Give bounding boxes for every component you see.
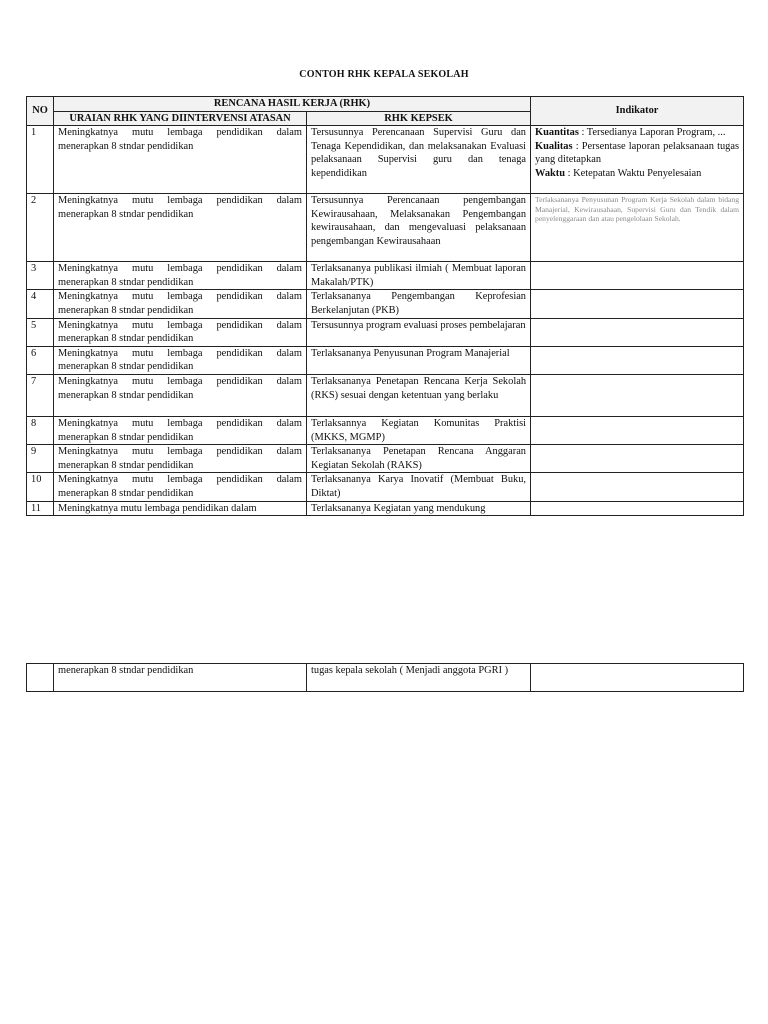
- table-row: [27, 126, 744, 194]
- rhk-table-continuation: [26, 663, 744, 692]
- table-row: [27, 501, 744, 516]
- row-rhk: Tersusunnya program evaluasi proses pembelajaran: [307, 318, 531, 346]
- row-uraian: Meningkatnya mutu lembaga pendidikan dalam menerapkan 8 stndar pendidikan: [54, 126, 307, 194]
- table-row: [27, 318, 744, 346]
- row-rhk: Tersusunnya Perencanaan pengembangan Kewirausahaan, Melaksanakan Pengembangan kewirausahaan, dan mengevaluasi pelaksanaan pengembangan Kewirausahaan: [307, 194, 531, 262]
- table-row: [27, 416, 744, 444]
- row-indikator: [531, 664, 744, 692]
- row-indikator: [531, 445, 744, 473]
- indikator-kualitas: [535, 140, 739, 167]
- row-number: 11: [27, 501, 54, 516]
- row-uraian: Meningkatnya mutu lembaga pendidikan dalam menerapkan 8 stndar pendidikan: [54, 374, 307, 416]
- header-no: NO: [27, 97, 54, 126]
- row-number: 2: [27, 194, 54, 262]
- rhk-table: [26, 96, 744, 516]
- row-uraian: Meningkatnya mutu lembaga pendidikan dalam menerapkan 8 stndar pendidikan: [54, 346, 307, 374]
- header-rhk-kepsek: RHK KEPSEK: [307, 111, 531, 126]
- header-rencana-hasil-kerja: RENCANA HASIL KERJA (RHK): [54, 97, 531, 112]
- table-row: [27, 445, 744, 473]
- row-number: 8: [27, 416, 54, 444]
- table-row: [27, 346, 744, 374]
- indikator-waktu: [535, 167, 739, 181]
- row-uraian: Meningkatnya mutu lembaga pendidikan dalam menerapkan 8 stndar pendidikan: [54, 290, 307, 318]
- row-indikator: [531, 416, 744, 444]
- row-number: 1: [27, 126, 54, 194]
- header-uraian: URAIAN RHK YANG DIINTERVENSI ATASAN: [54, 111, 307, 126]
- row-indikator: [531, 262, 744, 290]
- row-number: 3: [27, 262, 54, 290]
- table-row: [27, 664, 744, 692]
- row-uraian: Meningkatnya mutu lembaga pendidikan dalam menerapkan 8 stndar pendidikan: [54, 445, 307, 473]
- table-row: [27, 473, 744, 501]
- row-uraian: Meningkatnya mutu lembaga pendidikan dalam menerapkan 8 stndar pendidikan: [54, 262, 307, 290]
- waktu-label: Waktu: [535, 167, 566, 179]
- row-uraian: Meningkatnya mutu lembaga pendidikan dalam menerapkan 8 stndar pendidikan: [54, 318, 307, 346]
- row-number: 9: [27, 445, 54, 473]
- row-rhk: Tersusunnya Perencanaan Supervisi Guru dan Tenaga Kependidikan, dan melaksanakan Evaluasi pelaksanaan Supervisi guru dan tenaga kependidikan: [307, 126, 531, 194]
- waktu-value: : Ketepatan Waktu Penyelesaian: [567, 167, 702, 179]
- table-row: [27, 194, 744, 262]
- table-header-row: [27, 97, 744, 112]
- row-indikator: [531, 194, 744, 262]
- row-rhk: Terlaksananya Penetapan Rencana Kerja Sekolah (RKS) sesuai dengan ketentuan yang berlaku: [307, 374, 531, 416]
- row-indikator: [531, 318, 744, 346]
- row-uraian: Meningkatnya mutu lembaga pendidikan dalam: [54, 501, 307, 516]
- row-rhk: Terlaksananya Penyusunan Program Manajerial: [307, 346, 531, 374]
- row-indikator: [531, 346, 744, 374]
- kuantitas-value: : Tersedianya Laporan Program, ...: [581, 127, 726, 139]
- document-title: CONTOH RHK KEPALA SEKOLAH: [299, 69, 469, 80]
- row-rhk: tugas kepala sekolah ( Menjadi anggota PGRI ): [307, 664, 531, 692]
- row-indikator: [531, 501, 744, 516]
- row-uraian: menerapkan 8 stndar pendidikan: [54, 664, 307, 692]
- kualitas-value: : Persentase laporan pelaksanaan tugas yang ditetapkan: [535, 140, 740, 166]
- table-row: [27, 262, 744, 290]
- row-rhk: Terlaksannya Kegiatan Komunitas Praktisi (MKKS, MGMP): [307, 416, 531, 444]
- row-number: 7: [27, 374, 54, 416]
- row-number: 10: [27, 473, 54, 501]
- row-indikator: [531, 290, 744, 318]
- row-uraian: Meningkatnya mutu lembaga pendidikan dalam menerapkan 8 stndar pendidikan: [54, 473, 307, 501]
- row-rhk: Terlaksananya Karya Inovatif (Membuat Buku, Diktat): [307, 473, 531, 501]
- row-number: 5: [27, 318, 54, 346]
- row-number: [27, 664, 54, 692]
- row-indikator: [531, 473, 744, 501]
- kualitas-label: Kualitas: [535, 140, 573, 152]
- indikator-kuantitas: [535, 126, 739, 140]
- row-uraian: Meningkatnya mutu lembaga pendidikan dalam menerapkan 8 stndar pendidikan: [54, 194, 307, 262]
- row-number: 6: [27, 346, 54, 374]
- table-row: [27, 374, 744, 416]
- kuantitas-label: Kuantitas: [535, 127, 579, 139]
- header-indikator: Indikator: [531, 97, 744, 126]
- row-indikator: [531, 126, 744, 194]
- row-rhk: Terlaksananya publikasi ilmiah ( Membuat laporan Makalah/PTK): [307, 262, 531, 290]
- indikator-faded-note: Terlaksananya Penyusunan Program Kerja Sekolah dalam bidang Manajerial, Kewirausahaan, Supervisi Guru dan Tendik dalam penyelenggaraan dan atau pengelolaan Sekolah.: [535, 195, 740, 223]
- row-number: 4: [27, 290, 54, 318]
- row-rhk: Terlaksananya Penetapan Rencana Anggaran Kegiatan Sekolah (RAKS): [307, 445, 531, 473]
- table-row: [27, 290, 744, 318]
- row-uraian: Meningkatnya mutu lembaga pendidikan dalam menerapkan 8 stndar pendidikan: [54, 416, 307, 444]
- row-indikator: [531, 374, 744, 416]
- row-rhk: Terlaksananya Pengembangan Keprofesian Berkelanjutan (PKB): [307, 290, 531, 318]
- row-rhk: Terlaksananya Kegiatan yang mendukung: [307, 501, 531, 516]
